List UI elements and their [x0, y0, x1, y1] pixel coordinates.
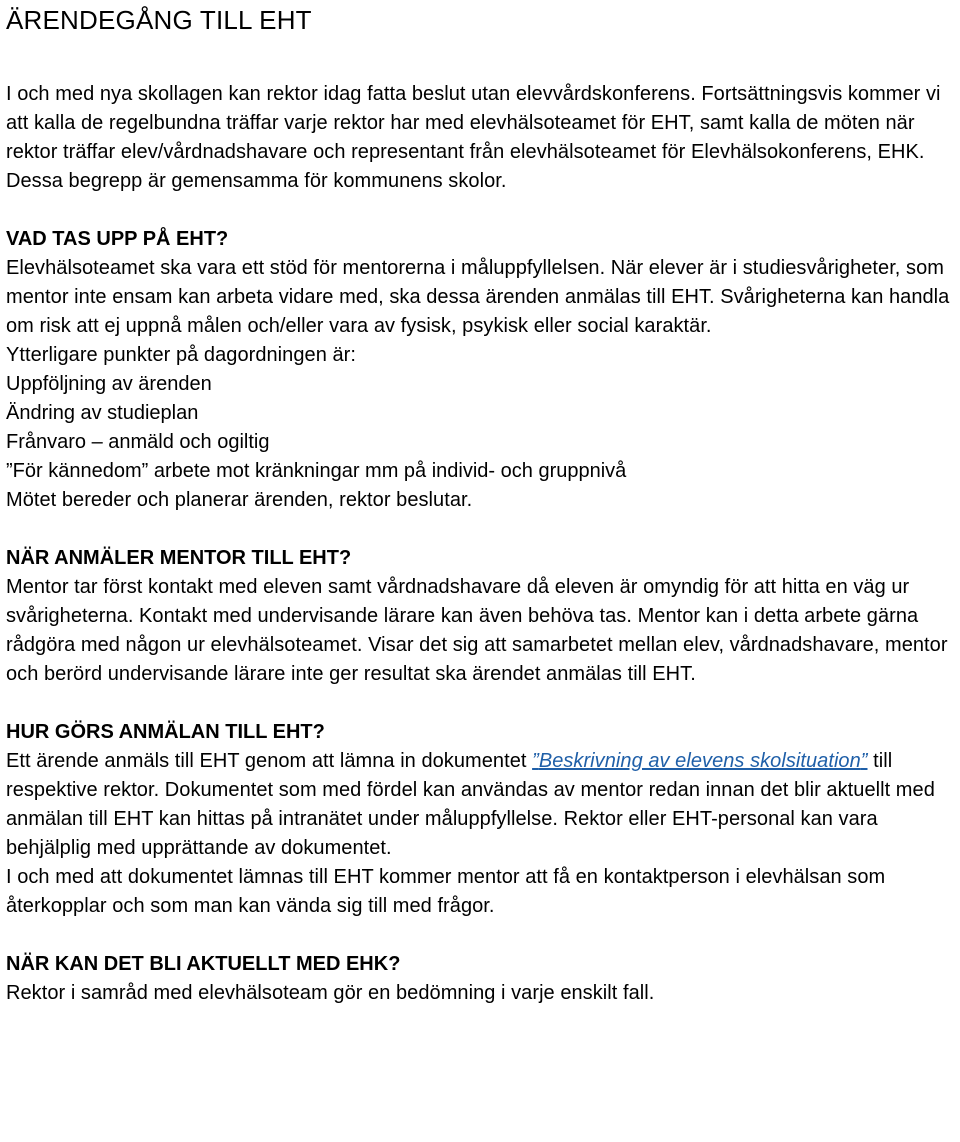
section-heading-vad-tas-upp: VAD TAS UPP PÅ EHT?	[6, 228, 229, 250]
spacer	[6, 921, 960, 950]
intro-paragraph: I och med nya skollagen kan rektor idag fatta beslut utan elevvårdskonferens. Fortsättningsvis kommer vi att kalla de regelbundna träffar varje rektor har med elevhälsoteamet för EHT, samt kalla de möten när rektor träffar elev/vårdnadshavare och representant från elevhälsoteamet för Elevhälsokonferens, EHK. Dessa begrepp är gemensamma för kommunens skolor.	[6, 83, 941, 192]
agenda-list-item: Ändring av studieplan	[6, 402, 199, 424]
agenda-list-item: ”För kännedom” arbete mot kränkningar mm på individ- och gruppnivå	[6, 460, 627, 482]
spacer	[6, 196, 960, 225]
section-paragraph-vad-tas-upp: Elevhälsoteamet ska vara ett stöd för mentorerna i måluppfyllelsen. När elever är i studiesvårigheter, som mentor inte ensam kan arbeta vidare med, ska dessa ärenden anmälas till EHT. Svårigheterna kan handla om risk att ej uppnå målen och/eller vara av fysisk, psykisk eller social karaktär.	[6, 257, 950, 337]
document-title: ÄRENDEGÅNG TILL EHT	[6, 5, 312, 35]
section-closing-vad-tas-upp: Mötet bereder och planerar ärenden, rektor beslutar.	[6, 489, 473, 511]
link-open-quote: ”	[532, 750, 539, 772]
section-paragraph-ehk: Rektor i samråd med elevhälsoteam gör en bedömning i varje enskilt fall.	[6, 982, 655, 1004]
agenda-list-item: Frånvaro – anmäld och ogiltig	[6, 431, 270, 453]
text-after-link: till respektive rektor. Dokumentet som med fördel kan användas av mentor redan innan det blir aktuellt med anmälan till EHT kan hittas på intranätet under måluppfyllelse. Rektor eller EHT-personal kan vara behjälplig med upprättande av dokumentet.	[6, 750, 935, 859]
section-heading-ehk: NÄR KAN DET BLI AKTUELLT MED EHK?	[6, 953, 401, 975]
section-paragraph-hur-gors	[6, 747, 960, 863]
link-label: Beskrivning av elevens skolsituation	[538, 750, 861, 772]
section-paragraph-nar-anmaler: Mentor tar först kontakt med eleven samt vårdnadshavare då eleven är omyndig för att hitta en väg ur svårigheterna. Kontakt med undervisande lärare kan även behöva tas. Mentor kan i detta arbete gärna rådgöra med någon ur elevhälsoteamet. Visar det sig att samarbetet mellan elev, vårdnadshavare, mentor och berörd undervisande lärare inte ger resultat ska ärendet anmälas till EHT.	[6, 576, 948, 685]
section-heading-nar-anmaler: NÄR ANMÄLER MENTOR TILL EHT?	[6, 547, 352, 569]
section-paragraph-hur-gors-2: I och med att dokumentet lämnas till EHT kommer mentor att få en kontaktperson i elevhälsan som återkopplar och som man kan vända sig till med frågor.	[6, 866, 886, 917]
section-heading-hur-gors: HUR GÖRS ANMÄLAN TILL EHT?	[6, 721, 325, 743]
spacer	[6, 689, 960, 718]
link-close-quote: ”	[860, 750, 868, 772]
beskrivning-document-link[interactable]	[532, 750, 867, 772]
agenda-list-intro: Ytterligare punkter på dagordningen är:	[6, 344, 356, 366]
agenda-list-item: Uppföljning av ärenden	[6, 373, 212, 395]
agenda-list	[6, 370, 960, 486]
text-before-link: Ett ärende anmäls till EHT genom att lämna in dokumentet	[6, 750, 533, 772]
spacer	[6, 515, 960, 544]
